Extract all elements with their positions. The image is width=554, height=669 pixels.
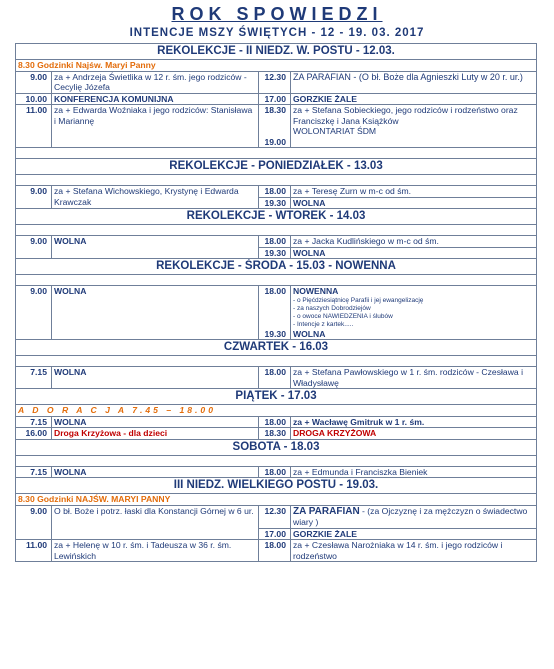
section-friday: PIĄTEK - 17.03	[16, 389, 537, 405]
intention-cell: za + Teresę Zurn w m-c od śm.	[291, 186, 537, 198]
section-monday: REKOLEKCJE - PONIEDZIAŁEK - 13.03	[16, 159, 537, 175]
intention-cell: KONFERENCJA KOMUNIJNA	[52, 93, 259, 105]
intention-text: - (za Ojczyznę i za mężczyzn o świadectwo wiary )	[293, 505, 528, 527]
intention-cell: za + Andrzeja Świetlika w 12 r. śm. jego rodziców - Cecylię Józefa	[52, 71, 259, 93]
intention-cell: WOLNA	[52, 236, 259, 259]
section-sunday-2: III NIEDZ. WIELKIEGO POSTU - 19.03.	[16, 478, 537, 494]
intention-cell: za + Stefana Wichowskiego, Krystynę i Edwarda Krawczak	[52, 186, 259, 209]
time-cell: 18.00	[259, 286, 291, 329]
time-cell: 9.00	[16, 236, 52, 259]
time-cell: 12.30	[259, 505, 291, 528]
intention-cell: DROGA KRZYŻOWA	[291, 428, 537, 440]
time-cell: 9.00	[16, 505, 52, 540]
time-cell: 18.00	[259, 466, 291, 478]
time-cell: 9.00	[16, 71, 52, 93]
time-cell: 17.00	[259, 528, 291, 540]
godzinki-sunday-2: 8.30 Godzinki NAJŚW. MARYI PANNY	[16, 494, 537, 506]
time-cell: 19.30	[259, 247, 291, 259]
intention-cell	[291, 137, 537, 148]
intention-extra: WOLONTARIAT ŚDM	[293, 126, 377, 136]
list-item: - o Pięćdziesiątnicę Parafii i jej ewangelizację	[293, 296, 424, 304]
godzinki-sunday-1: 8.30 Godzinki Najśw. Maryi Panny	[16, 60, 537, 72]
time-cell: 18.30	[259, 105, 291, 137]
time-cell: 10.00	[16, 93, 52, 105]
spacer-row	[16, 175, 537, 186]
time-cell: 19.30	[259, 197, 291, 209]
intention-cell: za + Edwarda Woźniaka i jego rodziców: Stanisława i Mariannę	[52, 105, 259, 148]
time-cell: 11.00	[16, 105, 52, 148]
intention-cell: za + Czesława Narożniaka w 14 r. śm. i jego rodziców i rodzeństwo	[291, 540, 537, 562]
list-item: - o owoce NAWIEDZENIA i ślubów	[293, 312, 393, 320]
intention-cell: za + Wacławę Gmitruk w 1 r. śm.	[291, 416, 537, 428]
section-sunday-1: REKOLEKCJE - II NIEDZ. W. POSTU - 12.03.	[16, 44, 537, 60]
intention-cell: WOLNA	[52, 286, 259, 340]
intention-cell: za + Edmunda i Franciszka Bieniek	[291, 466, 537, 478]
intention-cell	[291, 105, 537, 137]
intention-cell: za + Stefana Pawłowskiego w 1 r. śm. rodziców - Czesława i Władysławę	[291, 367, 537, 389]
spacer-row	[16, 356, 537, 367]
intention-cell: WOLNA	[52, 416, 259, 428]
intention-cell: O bł. Boże i potrz. łaski dla Konstancji Górnej w 6 ur.	[52, 505, 259, 540]
page-title: ROK SPOWIEDZI	[171, 4, 383, 24]
intention-cell: GORZKIE ŻALE	[291, 528, 537, 540]
intention-text: za + Stefana Sobieckiego, jego rodziców i rodzeństwo oraz Franciszkę i Jana Książków	[293, 105, 518, 126]
time-cell: 19.00	[259, 137, 291, 148]
intention-cell: Droga Krzyżowa - dla dzieci	[52, 428, 259, 440]
section-wednesday: REKOLEKCJE - ŚRODA - 15.03 - NOWENNA	[16, 259, 537, 275]
time-cell: 17.00	[259, 93, 291, 105]
time-cell: 7.15	[16, 466, 52, 478]
time-cell: 11.00	[16, 540, 52, 562]
spacer-row	[16, 148, 537, 159]
intentions-table	[15, 43, 537, 562]
intention-cell: WOLNA	[52, 367, 259, 389]
time-cell: 19.30	[259, 329, 291, 340]
intention-label: ZA PARAFIAN	[293, 505, 360, 517]
time-cell: 18.00	[259, 186, 291, 198]
intention-cell	[291, 505, 537, 528]
nowenna-label: NOWENNA	[293, 286, 339, 296]
adoracja-note: A D O R A C J A 7.45 – 18.00	[16, 405, 537, 417]
time-cell: 9.00	[16, 286, 52, 340]
time-cell: 7.15	[16, 416, 52, 428]
time-cell: 18.00	[259, 367, 291, 389]
section-saturday: SOBOTA - 18.03	[16, 439, 537, 455]
page-subtitle: INTENCJE MSZY ŚWIĘTYCH - 12 - 19. 03. 2017	[129, 27, 425, 39]
list-item: - za naszych Dobrodziejów	[293, 304, 371, 312]
intention-cell: WOLNA	[291, 197, 537, 209]
spacer-row	[16, 455, 537, 466]
time-cell: 18.00	[259, 236, 291, 248]
spacer-row	[16, 225, 537, 236]
section-thursday: CZWARTEK - 16.03	[16, 340, 537, 356]
time-cell: 18.00	[259, 540, 291, 562]
intention-cell: ZA PARAFIAN - (O bł. Boże dla Agnieszki Luty w 20 r. ur.)	[291, 71, 537, 93]
intention-cell: za + Helenę w 10 r. śm. i Tadeusza w 36 r. śm. Lewińskich	[52, 540, 259, 562]
intention-cell: za + Jacka Kudlińskiego w m-c od śm.	[291, 236, 537, 248]
time-cell: 18.00	[259, 416, 291, 428]
intention-cell: WOLNA	[52, 466, 259, 478]
intention-cell: WOLNA	[291, 329, 537, 340]
intention-cell	[291, 286, 537, 329]
section-tuesday: REKOLEKCJE - WTOREK - 14.03	[16, 209, 537, 225]
intention-cell: WOLNA	[291, 247, 537, 259]
time-cell: 12.30	[259, 71, 291, 93]
time-cell: 16.00	[16, 428, 52, 440]
time-cell: 18.30	[259, 428, 291, 440]
time-cell: 7.15	[16, 367, 52, 389]
list-item: - Intencje z kartek.....	[293, 320, 354, 328]
time-cell: 9.00	[16, 186, 52, 209]
spacer-row	[16, 275, 537, 286]
intention-cell: GORZKIE ŻALE	[291, 93, 537, 105]
